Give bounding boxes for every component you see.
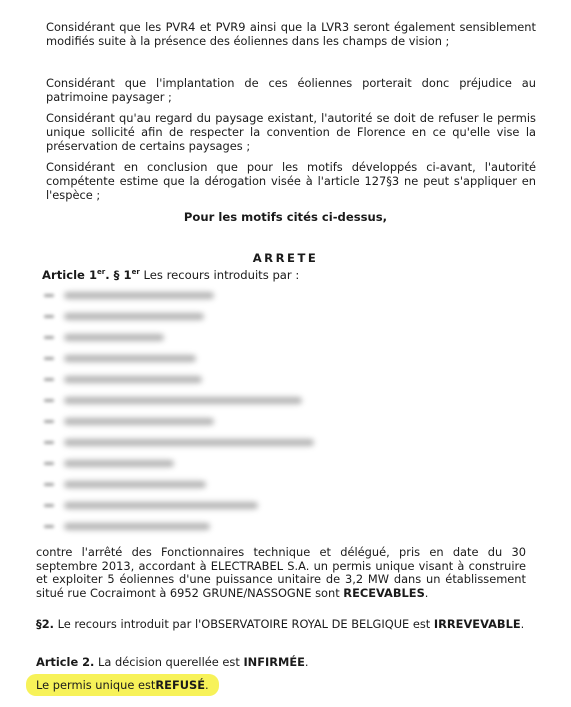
redacted-line: [64, 460, 174, 467]
infirmee-label: INFIRMÉE: [243, 655, 305, 669]
redacted-line: [64, 439, 314, 446]
article-1-label: Article 1: [42, 268, 98, 282]
article-2-text: La décision querellée est: [94, 655, 244, 669]
article-1-text: Les recours introduits par :: [139, 268, 300, 282]
recevables-label: RECEVABLES: [343, 585, 425, 600]
redacted-dash: [44, 315, 54, 318]
paragraph-contre: [36, 546, 526, 600]
irrecevable-label: IRREVEVABLE: [433, 617, 521, 631]
paragraph-considerant-paysage: Considérant qu'au regard du paysage existant, l'autorité se doit de refuser le permis unique sollicité afin de respecter la convention de Florence en ce qu'elle vise la préservation de certains paysages ;: [46, 111, 536, 154]
article-1-sup: er: [97, 268, 106, 277]
redacted-dash: [44, 357, 54, 360]
redacted-dash: [44, 378, 54, 381]
paragraph-1-sup: er: [131, 268, 140, 277]
redacted-line: [64, 292, 214, 299]
section-2-text: Le recours introduit par l'OBSERVATOIRE ROYAL DE BELGIQUE est: [53, 617, 434, 631]
redacted-line: [64, 355, 196, 362]
redacted-dash: [44, 483, 54, 486]
article-2-label: Article 2.: [36, 655, 95, 669]
redacted-dash: [44, 294, 54, 297]
arrete-heading: ARRETE: [252, 251, 319, 265]
redacted-line: [64, 418, 214, 425]
section-2-end: .: [520, 617, 525, 631]
redacted-line: [64, 502, 258, 509]
redacted-dash: [44, 399, 54, 402]
redacted-dash: [44, 504, 54, 507]
section-2-label: §2.: [36, 617, 54, 631]
redacted-line: [64, 397, 302, 404]
article-1-paragraph-sep: . § 1: [105, 268, 132, 282]
redacted-line: [64, 376, 202, 383]
redacted-line: [64, 523, 210, 530]
article-2-end: .: [304, 655, 309, 669]
paragraph-considerant-conclusion: Considérant en conclusion que pour les motifs développés ci-avant, l'autorité compétente estime que la dérogation visée à l'article 127§3 ne peut s'appliquer en l'espèce ;: [46, 160, 536, 203]
paragraph-considerant-patrimoine: Considérant que l'implantation de ces éoliennes porterait donc préjudice au patrimoine paysager ;: [46, 76, 536, 105]
contre-text: contre l'arrêté des Fonctionnaires technique et délégué, pris en date du 30 septembre 2013, accordant à ELECTRABEL S.A. un permis unique visant à construire et exploiter 5 éoliennes d'une puissance unitaire de 3,2 MW dans un établissement situé rue Cocraimont à 6952 GRUNE/NASSOGNE sont: [36, 545, 526, 600]
redacted-dash: [44, 525, 54, 528]
redacted-line: [64, 481, 206, 488]
final-end: .: [204, 678, 209, 692]
motifs-heading: Pour les motifs cités ci-dessus,: [183, 210, 388, 224]
refuse-label: REFUSÉ: [155, 678, 205, 692]
redacted-dash: [44, 462, 54, 465]
paragraph-considerant-pvr: Considérant que les PVR4 et PVR9 ainsi que la LVR3 seront également sensiblement modifiés suite à la présence des éoliennes dans les champs de vision ;: [46, 20, 536, 49]
paragraph-article-2: [36, 656, 526, 670]
redacted-dash: [44, 441, 54, 444]
redacted-dash: [44, 420, 54, 423]
article-1-line: [42, 268, 542, 282]
highlighted-decision: [26, 674, 219, 696]
redacted-line: [64, 334, 164, 341]
paragraph-section-2: [36, 618, 526, 632]
final-text: Le permis unique est: [36, 678, 156, 692]
contre-end: .: [424, 585, 429, 600]
redacted-dash: [44, 336, 54, 339]
redacted-line: [64, 313, 204, 320]
